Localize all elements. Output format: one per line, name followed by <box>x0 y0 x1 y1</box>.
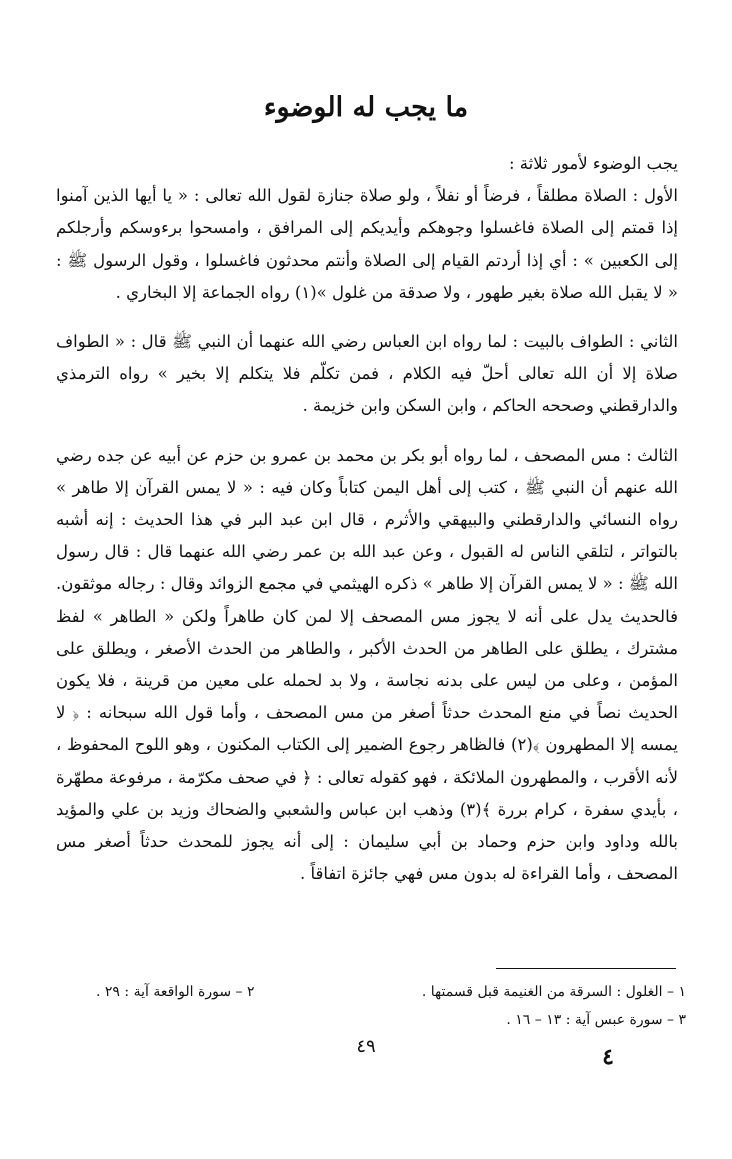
section-title: ما يجب له الوضوء <box>263 92 469 123</box>
intro-paragraph: يجب الوضوء لأمور ثلاثة : <box>508 154 678 173</box>
paragraph-first: الأول : الصلاة مطلقاً ، فرضاً أو نفلاً ، ولو صلاة جنازة لقول الله تعالى : « يا أيها الذين آمنوا إذا قمتم إلى الصلاة فاغسلوا وجوهكم وأيديكم إلى المرافق ، وامسحوا برءوسكم وأرجلكم إلى الكعبين » : أي إذا أردتم القيام إلى الصلاة وأنتم محدثون فاغسلوا ، وقول الرسول ﷺ : « لا يقبل الله صلاة بغير طهور ، ولا صدقة من غلول »(١) رواه الجماعة إلا البخاري . <box>56 186 678 302</box>
page-number: ٤٩ <box>356 1036 376 1057</box>
footnote-1: ١ – الغلول : السرقة من الغنيمة قبل قسمتها . <box>421 984 686 1000</box>
footnote-row <box>96 978 686 1006</box>
footnotes <box>96 978 686 1034</box>
paragraph-second: الثاني : الطواف بالبيت : لما رواه ابن العباس رضي الله عنهما أن النبي ﷺ قال : « الطواف صلاة إلا أن الله تعالى أحلّ فيه الكلام ، فمن تكلّم فلا يتكلم إلا بخير » رواه الترمذي والدارقطني وصححه الحاكم ، وابن السكن وابن خزيمة . <box>56 332 678 416</box>
footnote-divider <box>496 968 676 969</box>
footnote-2: ٢ – سورة الواقعة آية : ٢٩ . <box>96 984 255 1000</box>
paragraph-third: الثالث : مس المصحف ، لما رواه أبو بكر بن محمد بن عمرو بن حزم عن أبيه عن جده رضي الله عنهم أن النبي ﷺ ، كتب إلى أهل اليمن كتاباً وكان فيه : « لا يمس القرآن إلا طاهر » رواه النسائي والدارقطني والبيهقي والأثرم ، قال ابن عبد البر في هذا الحديث : إنه أشبه بالتواتر ، لتلقي الناس له القبول ، وعن عبد الله بن عمر رضي الله عنهما قال : قال رسول الله ﷺ : « لا يمس القرآن إلا طاهر » ذكره الهيثمي في مجمع الزوائد وقال : رجاله موثقون. فالحديث يدل على أنه لا يجوز مس المصحف إلا لمن كان طاهراً ولكن « الطاهر » لفظ مشترك ، يطلق على الطاهر من الحدث الأكبر ، والطاهر من الحدث الأصغر ، ويطلق على المؤمن ، وعلى من ليس على بدنه نجاسة ، ولا بد لحمله على معين من قرينة ، فلا يكون الحديث نصاً في منع المحدث حدثاً أصغر من مس المصحف ، وأما قول الله سبحانه : ﴿ لا يمسه إلا المطهرون ﴾(٢) فالظاهر رجوع الضمير إلى الكتاب المكنون ، وهو اللوح المحفوظ ، لأنه الأقرب ، والمطهرون الملائكة ، فهو كقوله تعالى : ﴿ في صحف مكرّمة ، مرفوعة مطهّرة ، بأيدي سفرة ، كرام بررة ﴾(٣) وذهب ابن عباس والشعبي والضحاك وزيد بن علي والمؤيد بالله وداود وابن حزم وحماد بن أبي سليمان : إلى أنه يجوز للمحدث حدثاً أصغر مس المصحف ، وأما القراءة له بدون مس فهي جائزة اتفاقاً . <box>56 445 678 884</box>
body-text <box>56 148 678 890</box>
signature-number: ٤ <box>602 1044 614 1070</box>
footnote-3: ٣ – سورة عبس آية : ١٣ – ١٦ . <box>506 1012 686 1028</box>
